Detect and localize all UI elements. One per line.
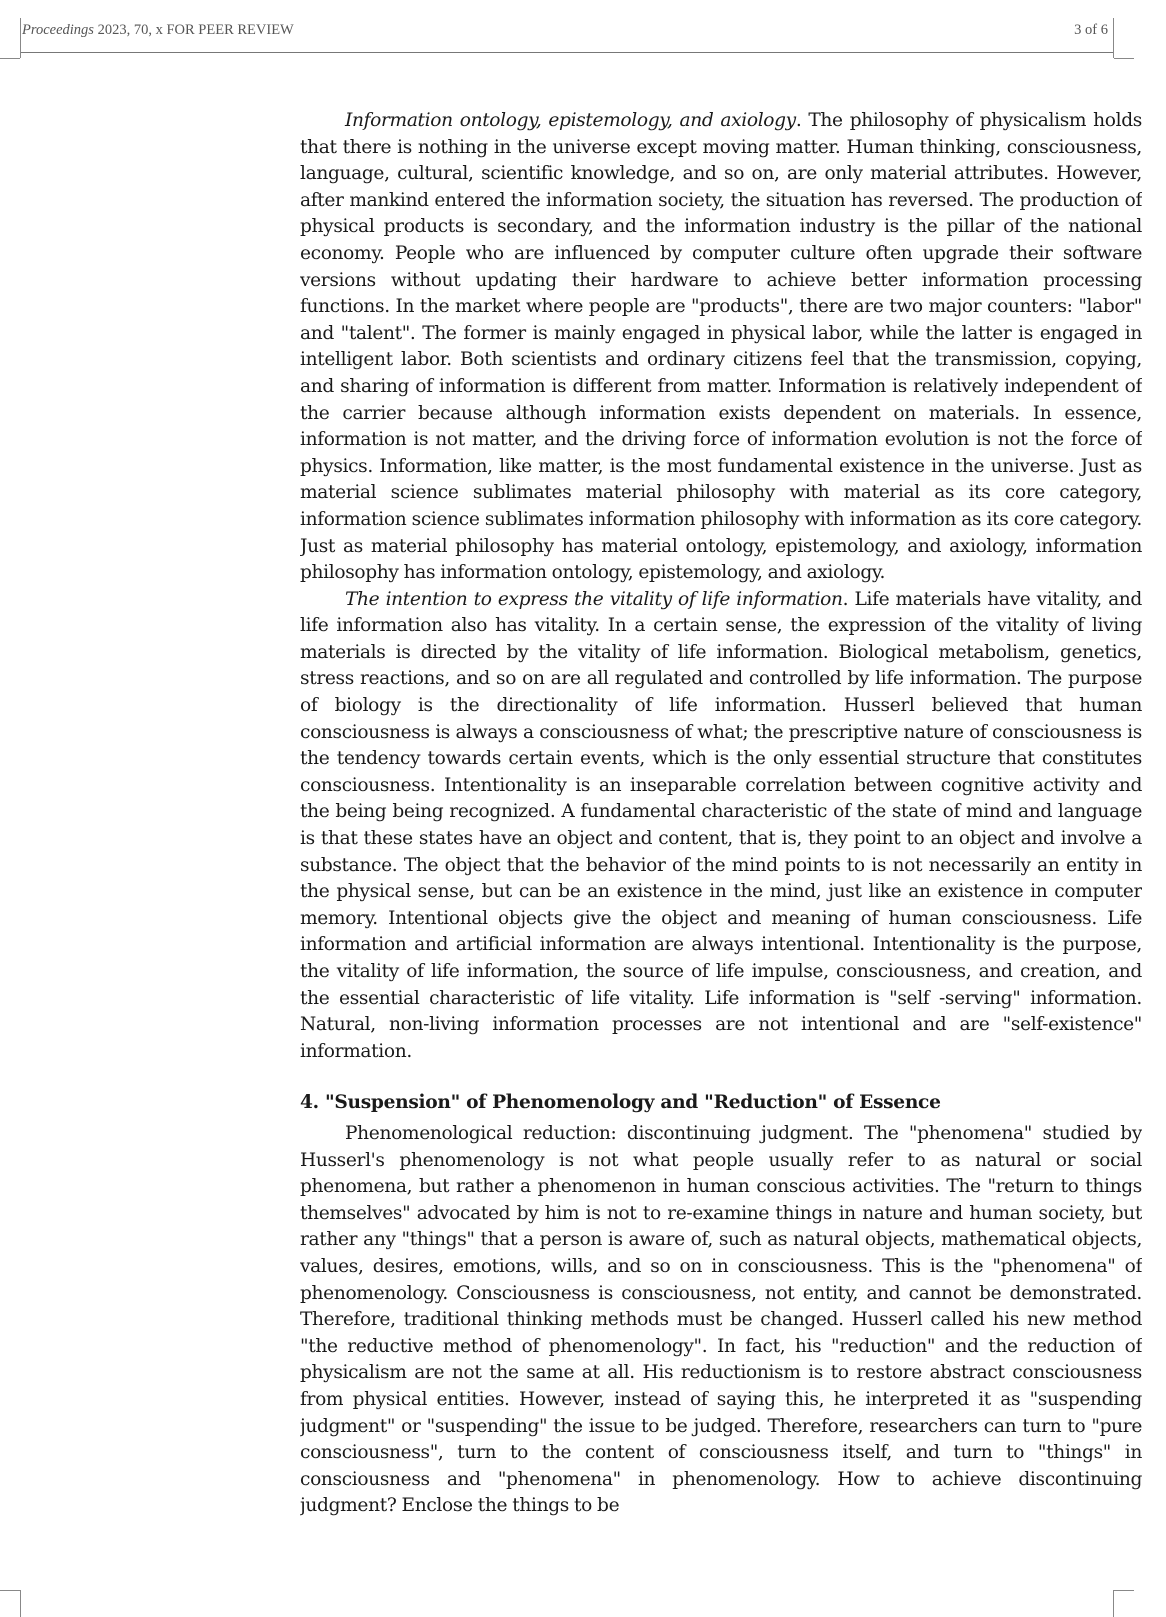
section-heading: 4. "Suspension" of Phenomenology and "Reduction" of Essence (300, 1092, 941, 1114)
crop-mark (0, 1590, 20, 1591)
body-text (300, 108, 1142, 1598)
paragraph-lead: Information ontology, epistemology, and axiology (345, 110, 796, 131)
paragraph-phenomenological-reduction: Phenomenological reduction: discontinuing judgment. The "phenomena" studied by Husserl's phenomenology is not what people usually refer to as natural or social phenomena, but rather a phenomenon in human conscious activities. The "return to things themselves" advocated by him is not to re-examine things in nature and human society, but rather any "things" that a person is aware of, such as natural objects, mathematical objects, values, desires, emotions, wills, and so on in consciousness. This is the "phenomena" of phenomenology. Consciousness is consciousness, not entity, and cannot be demonstrated. Therefore, traditional thinking methods must be changed. Husserl called his new method "the reductive method of phenomenology". In fact, his "reduction" and the reduction of physicalism are not the same at all. His reductionism is to restore abstract consciousness from physical entities. However, instead of saying this, he interpreted it as "suspending judgment" or "suspending" the issue to be judged. Therefore, researchers can turn to "pure consciousness", turn to the content of consciousness itself, and turn to "things" in consciousness and "phenomena" in phenomenology. How to achieve discontinuing judgment? Enclose the things to be (300, 1122, 1142, 1517)
journal-name: Proceedings (22, 22, 94, 38)
crop-mark (0, 58, 20, 59)
paragraph-text: . The philosophy of physicalism holds that there is nothing in the universe except moving matter. Human thinking, consciousness, language, cultural, scientific knowledge, and so on, are only material attributes. However, after mankind entered the information society, the situation has reversed. The production of physical products is secondary, and the information industry is the pillar of the national economy. People who are influenced by computer culture often upgrade their software versions without updating their hardware to achieve better information processing functions. In the market where people are "products", there are two major counters: "labor" and "talent". The former is mainly engaged in physical labor, while the latter is engaged in intelligent labor. Both scientists and ordinary citizens feel that the transmission, copying, and sharing of information is different from matter. Information is relatively independent of the carrier because although information exists dependent on materials. In essence, information is not matter, and the driving force of information evolution is not the force of physics. Information, like matter, is the most fundamental existence in the universe. Just as material science sublimates material philosophy with material as its core category, information science sublimates information philosophy with information as its core category. Just as material philosophy has material ontology, epistemology, and axiology, information philosophy has information ontology, epistemology, and axiology. (300, 110, 1142, 584)
paragraph-text: . Life materials have vitality, and life information also has vitality. In a certain sense, the expression of the vitality of living materials is directed by the vitality of life information. Biological metabolism, genetics, stress reactions, and so on are all regulated and controlled by life information. The purpose of biology is the directionality of life information. Husserl believed that human consciousness is always a consciousness of what; the prescriptive nature of consciousness is the tendency towards certain events, which is the only essential structure that constitutes consciousness. Intentionality is an inseparable correlation between cognitive activity and the being being recognized. A fundamental characteristic of the state of mind and language is that these states have an object and content, that is, they point to an object and involve a substance. The object that the behavior of the mind points to is not necessarily an entity in the physical sense, but can be an existence in the mind, just like an existence in computer memory. Intentional objects give the object and meaning of human consciousness. Life information and artificial information are always intentional. Intentionality is the purpose, the vitality of life information, the source of life impulse, consciousness, and creation, and the essential characteristic of life vitality. Life information is "self -serving" information. Natural, non-living information processes are not intentional and are "self-existence" information. (300, 588, 1142, 1062)
header-citation (22, 22, 294, 39)
crop-mark (1114, 58, 1134, 59)
header-rule (20, 52, 1114, 53)
crop-mark (20, 18, 21, 58)
paragraph-information-ontology (300, 108, 1142, 587)
crop-mark (1113, 18, 1114, 58)
page-number: 3 of 6 (1074, 22, 1108, 38)
crop-mark (20, 1590, 21, 1617)
citation-details: 2023, 70, x FOR PEER REVIEW (93, 22, 294, 38)
paragraph-intention-vitality (300, 587, 1142, 1066)
paragraph-lead: The intention to express the vitality of life information (345, 588, 843, 610)
running-header (0, 0, 1166, 52)
